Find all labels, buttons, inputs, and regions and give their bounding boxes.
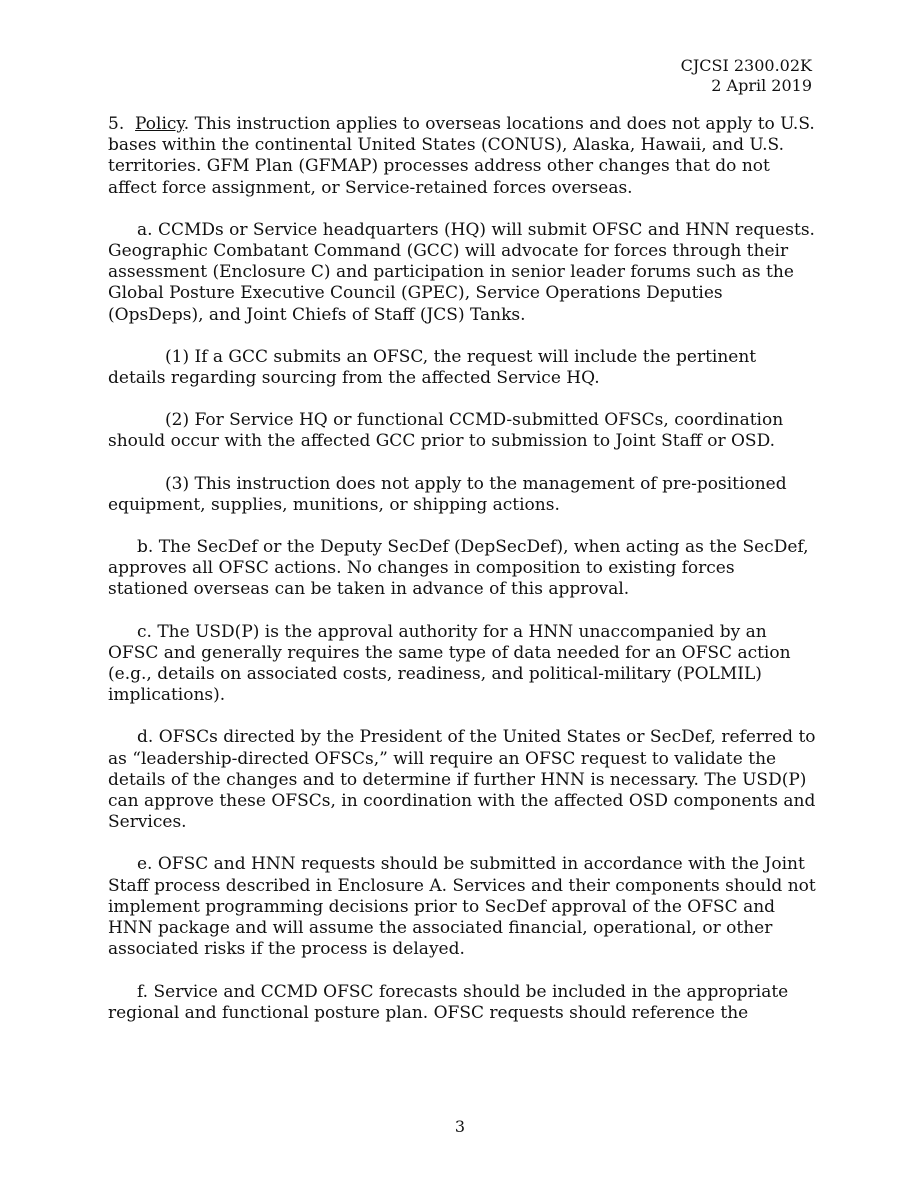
paragraph-a: a. CCMDs or Service headquarters (HQ) will submit OFSC and HNN requests. Geographic Combatant Command (GCC) will advocate for forces through their assessment (Enclosure C) and participation in senior leader forums such as the Global Posture Executive Council (GPEC), Service Operations Deputies (OpsDeps), and Joint Chiefs of Staff (JCS) Tanks. [108,219,815,325]
paragraph-a-1: (1) If a GCC submits an OFSC, the request will include the pertinent details regarding sourcing from the affected Service HQ. [108,346,757,389]
document-date: 2 April 2019 [711,76,812,95]
paragraph-a-2: (2) For Service HQ or functional CCMD-submitted OFSCs, coordination should occur with the affected GCC prior to submission to Joint Staff or OSD. [108,410,784,452]
document-header [681,56,812,96]
document-body [108,114,818,1045]
paragraph-b: b. The SecDef or the Deputy SecDef (DepSecDef), when acting as the SecDef, approves all OFSC actions. No changes in composition to existing forces stationed overseas can be taken in advance of this approval. [108,537,809,600]
document-id: CJCSI 2300.02K [680,56,812,75]
paragraph-f: f. Service and CCMD OFSC forecasts should be included in the appropriate regional and functional posture plan. OFSC requests should reference the [108,981,789,1023]
paragraph-d: d. OFSCs directed by the President of the United States or SecDef, referred to as “leadership-directed OFSCs,” will require an OFSC request to validate the details of the changes and to determine if further HNN is necessary. The USD(P) can approve these OFSCs, in coordination with the affected OSD components and Services. [108,727,816,833]
section-5-paragraph [108,114,818,199]
paragraph-c: c. The USD(P) is the approval authority for a HNN unaccompanied by an OFSC and generally requires the same type of data needed for an OFSC action (e.g., details on associated costs, readiness, and political-military (POLMIL) implications). [108,621,791,706]
paragraph-e: e. OFSC and HNN requests should be submitted in accordance with the Joint Staff process described in Enclosure A. Services and their components should not implement programming decisions prior to SecDef approval of the OFSC and HNN package and will assume the associated financial, operational, or other associated risks if the process is delayed. [108,854,816,960]
section-text: . This instruction applies to overseas locations and does not apply to U.S. bases within the continental United States (CONUS), Alaska, Hawaii, and U.S. territories. GFM Plan (GFMAP) processes address other changes that do not affect force assignment, or Service-retained forces overseas. [108,114,815,198]
page-number: 3 [454,1117,466,1136]
paragraph-a-3: (3) This instruction does not apply to the management of pre-positioned equipment, supplies, munitions, or shipping actions. [108,473,787,515]
section-number: 5. [108,114,125,134]
section-heading: Policy [135,114,184,134]
